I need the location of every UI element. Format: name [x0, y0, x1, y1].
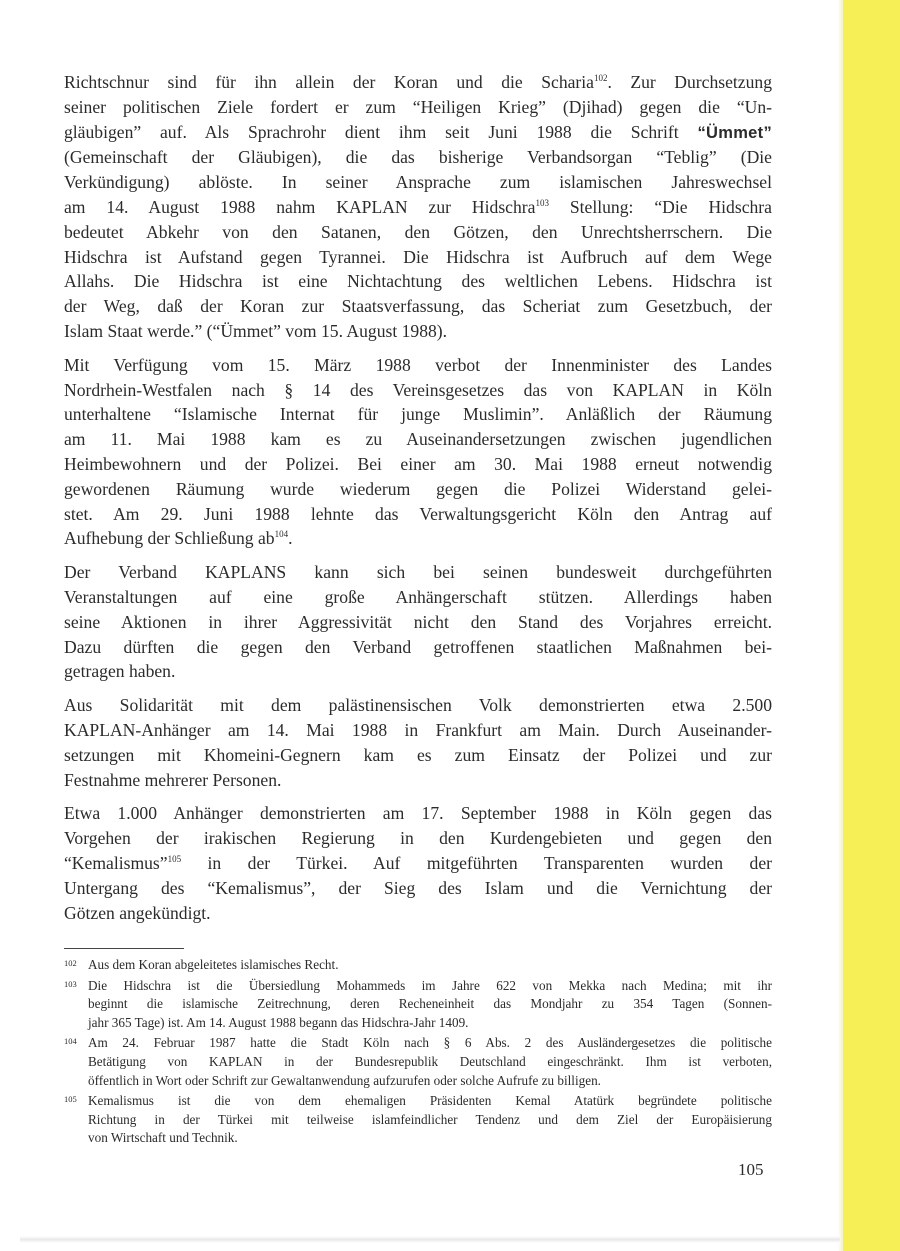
text-line: [64, 170, 772, 195]
text-segment: Untergang des “Kemalismus”, der Sieg des Islam und die Vernichtung der: [64, 877, 772, 898]
text-segment: Götzen angekündigt.: [64, 902, 211, 923]
footnote-line: von Wirtschaft und Technik.: [88, 1130, 238, 1146]
text-line: [64, 560, 772, 585]
paragraph: [64, 70, 772, 344]
text-segment: Dazu dürften die gegen den Verband getroffenen staatlichen Maßnahmen bei-: [64, 636, 772, 657]
text-segment: “Kemalismus”: [64, 852, 168, 873]
footnote-number: 105: [64, 1094, 77, 1105]
text-line: [64, 120, 772, 146]
text-segment: setzungen mit Khomeini-Gegnern kam es zum Einsatz der Polizei und zur: [64, 744, 772, 765]
text-line: [64, 353, 772, 378]
footnote: [64, 977, 772, 1033]
text-line: [64, 718, 772, 743]
text-line: [64, 477, 772, 502]
text-line: [64, 768, 772, 793]
text-line: [64, 319, 772, 344]
footnote-reference: 105: [167, 853, 182, 864]
text-line: [64, 901, 772, 926]
text-line: [64, 659, 772, 684]
text-segment: Veranstaltungen auf eine große Anhängerschaft stützen. Allerdings haben: [64, 586, 772, 607]
text-segment: getragen haben.: [64, 661, 176, 682]
text-line: [64, 585, 772, 610]
footnote-reference: 103: [535, 197, 549, 208]
text-line: [64, 195, 772, 220]
footnote: [64, 1092, 772, 1148]
text-segment: Etwa 1.000 Anhänger demonstrierten am 17. September 1988 in Köln gegen das: [64, 803, 772, 824]
text-segment: Nordrhein-Westfalen nach § 14 des Vereinsgesetzes das von KAPLAN in Köln: [64, 379, 772, 400]
text-segment: Mit Verfügung vom 15. März 1988 verbot der Innenminister des Landes: [64, 354, 772, 375]
text-line: [64, 452, 772, 477]
footnote-line: Aus dem Koran abgeleitetes islamisches Recht.: [88, 957, 339, 972]
bold-text: “Ümmet”: [697, 123, 772, 142]
footnote-line: jahr 365 Tage) ist. Am 14. August 1988 begann das Hidschra-Jahr 1409.: [88, 1014, 469, 1030]
text-segment: unterhaltene “Islamische Internat für junge Muslimin”. Anläßlich der Räumung: [64, 404, 772, 425]
text-segment: Hidschra ist Aufstand gegen Tyrannei. Die Hidschra ist Aufbruch auf dem Wege: [64, 246, 772, 267]
text-line: [64, 826, 772, 851]
text-line: [64, 245, 772, 270]
text-segment: am 14. August 1988 nahm KAPLAN zur Hidschra: [64, 196, 536, 217]
body-text: [64, 70, 772, 934]
footnote-number: 104: [64, 1036, 77, 1047]
text-line: [64, 610, 772, 635]
text-line: [64, 220, 772, 245]
yellow-highlight-strip: [843, 0, 900, 1251]
text-line: [64, 635, 772, 660]
text-line: [64, 427, 772, 452]
text-segment: stet. Am 29. Juni 1988 lehnte das Verwaltungsgericht Köln den Antrag auf: [64, 503, 772, 524]
footnote-line: öffentlich in Wort oder Schrift zur Gewaltanwendung aufzurufen oder solche Aufrufe zu billigen.: [88, 1072, 601, 1088]
footnote-line: Betätigung von KAPLAN in der Bundesrepublik Deutschland eingeschränkt. Ihm ist verboten,: [88, 1053, 772, 1069]
text-segment: Aufhebung der Schließung ab: [64, 528, 275, 549]
text-line: [64, 876, 772, 901]
page-number: 105: [738, 1160, 764, 1179]
text-segment: Der Verband KAPLANS kann sich bei seinen bundesweit durchgeführten: [64, 562, 772, 583]
paragraph: [64, 801, 772, 925]
text-line: [64, 145, 772, 170]
text-segment: Allahs. Die Hidschra ist eine Nichtachtung des weltlichen Lebens. Hidschra ist: [64, 271, 772, 292]
text-segment: Islam Staat werde.” (“Ümmet” vom 15. August 1988).: [64, 320, 448, 341]
text-segment: der Weg, daß der Koran zur Staatsverfassung, das Scheriat zum Gesetzbuch, der: [64, 296, 772, 317]
footnote-text: [88, 1092, 772, 1148]
text-segment: (Gemeinschaft der Gläubigen), die das bisherige Verbandsorgan “Teblig” (Die: [64, 147, 772, 168]
footnotes: [64, 956, 772, 1150]
footnote-line: Die Hidschra ist die Übersiedlung Mohammeds im Jahre 622 von Mekka nach Medina; mit ihr: [88, 977, 772, 993]
footnote: [64, 1034, 772, 1090]
footnote-line: Kemalismus ist die von dem ehemaligen Präsidenten Kemal Atatürk begründete politische: [88, 1093, 772, 1109]
text-line: [64, 851, 772, 876]
footnote-text: [88, 956, 772, 975]
text-line: [64, 801, 772, 826]
footnote-line: Richtung in der Türkei mit teilweise islamfeindlicher Tendenz und dem Ziel der Europäisierung: [88, 1111, 772, 1127]
text-segment: Richtschnur sind für ihn allein der Koran und die Scharia: [64, 72, 594, 92]
footnote-separator: [64, 948, 184, 949]
text-line: [64, 693, 772, 718]
scan-edge: [838, 0, 843, 1251]
footnote-number: 102: [64, 958, 77, 968]
footnote-line: Am 24. Februar 1987 hatte die Stadt Köln nach § 6 Abs. 2 des Ausländergesetzes die politische: [88, 1035, 772, 1051]
text-line: [64, 502, 772, 527]
text-segment: gläubigen” auf. Als Sprachrohr dient ihm seit Juni 1988 die Schrift: [64, 121, 698, 142]
text-line: [64, 743, 772, 768]
text-segment: gewordenen Räumung wurde wiederum gegen die Polizei Widerstand gelei-: [64, 478, 772, 499]
paragraph: [64, 560, 772, 684]
footnote-reference: 102: [593, 73, 608, 83]
text-segment: Aus Solidarität mit dem palästinensischen Volk demonstrierten etwa 2.500: [64, 695, 772, 716]
footnote-reference: 104: [274, 529, 289, 540]
text-line: [64, 70, 772, 95]
text-segment: Heimbewohnern und der Polizei. Bei einer am 30. Mai 1988 erneut notwendig: [64, 453, 772, 474]
paragraph: [64, 353, 772, 551]
footnote: [64, 956, 772, 975]
footnote-number: 103: [64, 978, 77, 989]
footnote-text: [88, 977, 772, 1033]
paragraph: [64, 693, 772, 792]
footnote-line: beginnt die islamische Zeitrechnung, deren Recheneinheit das Mondjahr zu 354 Tagen (Sonnen-: [88, 996, 772, 1012]
text-line: [64, 378, 772, 403]
text-line: [64, 402, 772, 427]
text-segment: .: [288, 528, 293, 549]
scan-bottom-shadow: [20, 1236, 840, 1243]
footnote-text: [88, 1034, 772, 1090]
text-segment: seiner politischen Ziele fordert er zum “Heiligen Krieg” (Djihad) gegen die “Un-: [64, 96, 772, 117]
text-segment: am 11. Mai 1988 kam es zu Auseinandersetzungen zwischen jugendlichen: [64, 429, 772, 450]
text-line: [64, 526, 772, 551]
text-segment: . Zur Durchsetzung: [607, 72, 772, 92]
text-segment: in der Türkei. Auf mitgeführten Transparenten wurden der: [181, 852, 772, 873]
text-line: [64, 269, 772, 294]
text-line: [64, 294, 772, 319]
text-segment: seine Aktionen in ihrer Aggressivität nicht den Stand des Vorjahres erreicht.: [64, 611, 772, 632]
text-segment: Festnahme mehrerer Personen.: [64, 769, 282, 790]
text-segment: Stellung: “Die Hidschra: [548, 196, 772, 217]
text-segment: bedeutet Abkehr von den Satanen, den Götzen, den Unrechtsherrschern. Die: [64, 221, 772, 242]
text-segment: Vorgehen der irakischen Regierung in den Kurdengebieten und gegen den: [64, 828, 772, 849]
text-line: [64, 95, 772, 120]
text-segment: KAPLAN-Anhänger am 14. Mai 1988 in Frankfurt am Main. Durch Auseinander-: [64, 719, 772, 740]
text-segment: Verkündigung) ablöste. In seiner Ansprache zum islamischen Jahreswechsel: [64, 172, 772, 193]
